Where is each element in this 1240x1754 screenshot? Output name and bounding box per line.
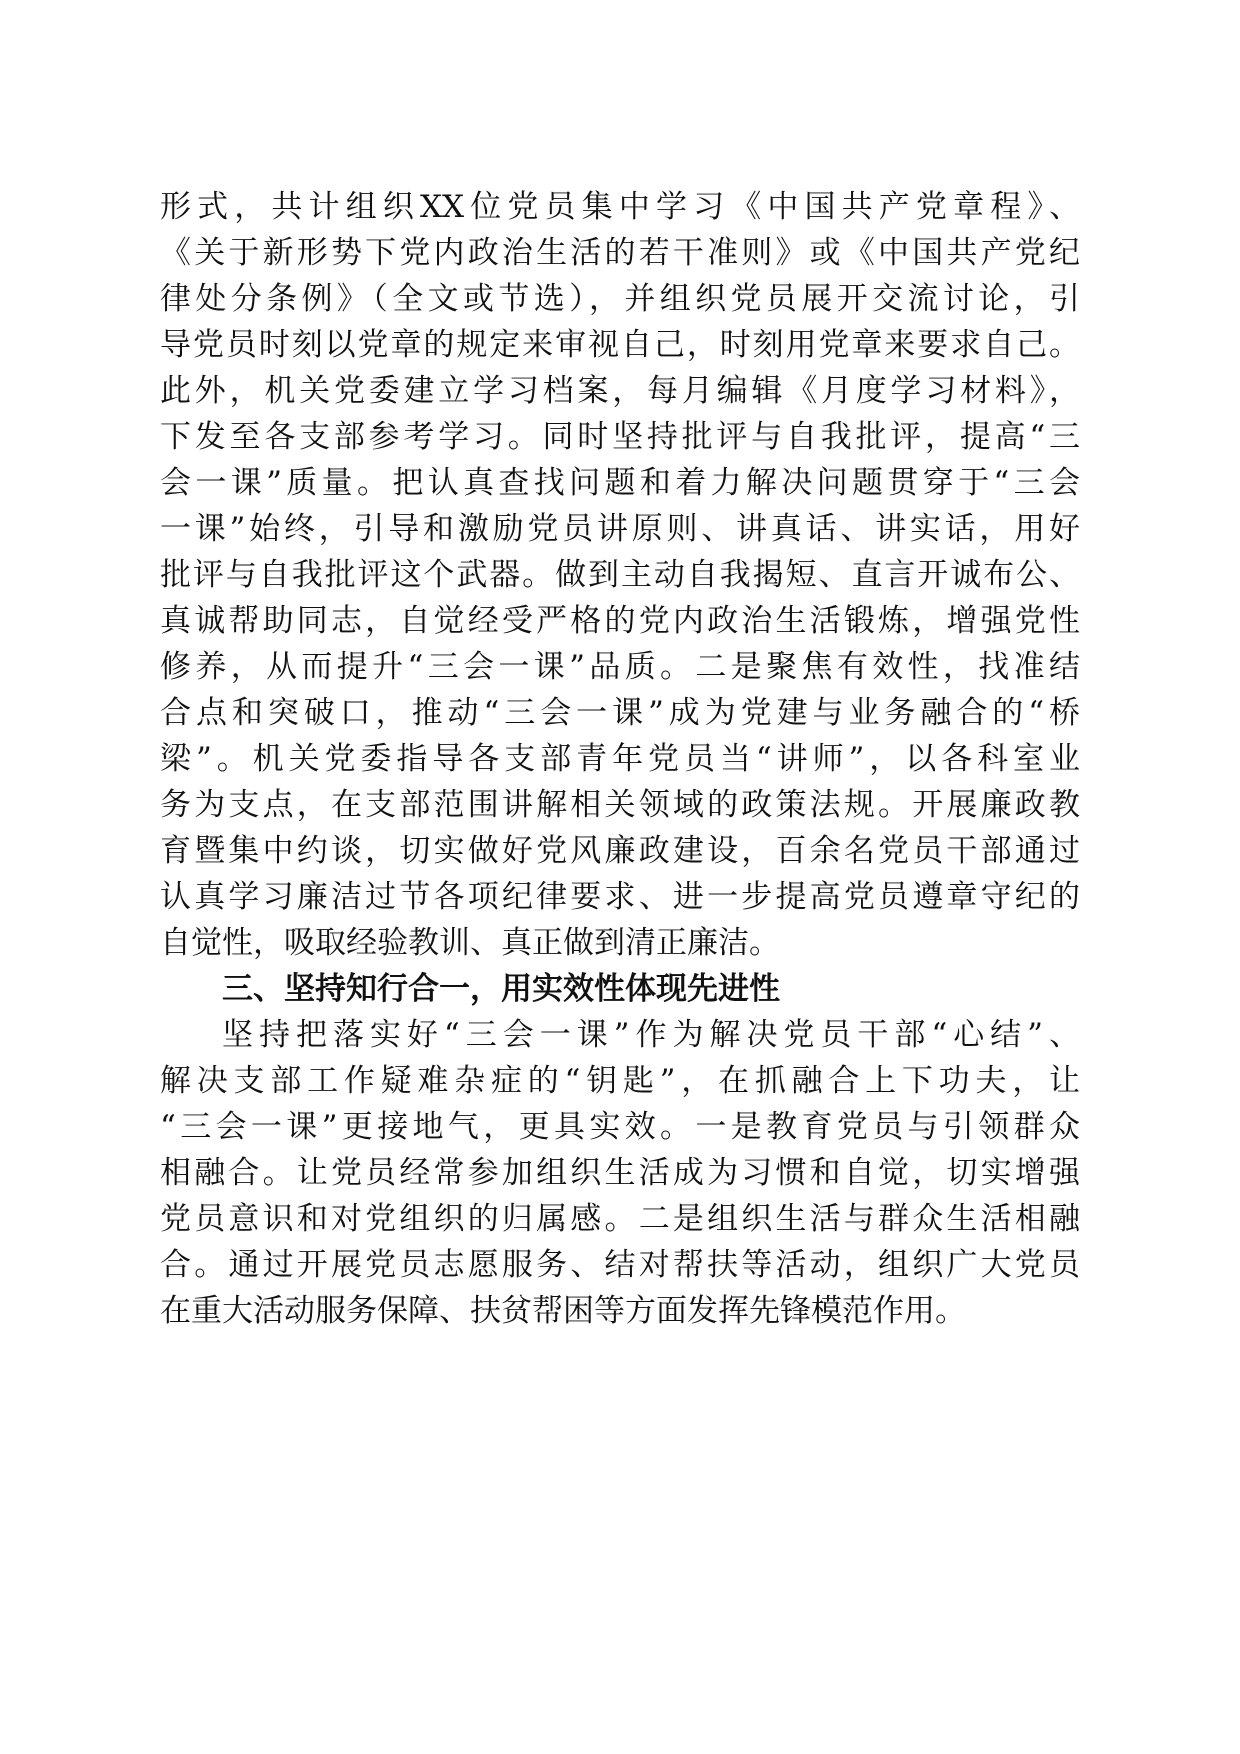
paragraph-line: 务为支点，在支部范围讲解相关领域的政策法规。开展廉政教 [160,787,1080,823]
paragraph-line: 会一课”质量。把认真查找问题和着力解决问题贯穿于“三会 [160,465,1080,501]
paragraph-line: 解决支部工作疑难杂症的“钥匙”，在抓融合上下功夫，让 [160,1063,1080,1099]
paragraph-line: 认真学习廉洁过节各项纪律要求、进一步提高党员遵章守纪的 [160,879,1080,915]
paragraph-line: 批评与自我批评这个武器。做到主动自我揭短、直言开诚布公、 [160,557,1080,593]
paragraph-line: 合。通过开展党员志愿服务、结对帮扶等活动，组织广大党员 [160,1247,1080,1283]
paragraph-line: 修养，从而提升“三会一课”品质。二是聚焦有效性，找准结 [160,649,1080,685]
paragraph-line: 真诚帮助同志，自觉经受严格的党内政治生活锻炼，增强党性 [160,603,1080,639]
section-heading: 三、坚持知行合一，用实效性体现先进性 [222,971,780,1007]
document-body [160,184,1080,1334]
paragraph-line: 《关于新形势下党内政治生活的若干准则》或《中国共产党纪 [160,235,1080,271]
paragraph-line: 合点和突破口，推动“三会一课”成为党建与业务融合的“桥 [160,695,1080,731]
paragraph-line: 育暨集中约谈，切实做好党风廉政建设，百余名党员干部通过 [160,833,1080,869]
paragraph-line: 坚持把落实好“三会一课”作为解决党员干部“心结”、 [222,1017,1080,1053]
paragraph-line: 相融合。让党员经常参加组织生活成为习惯和自觉，切实增强 [160,1155,1080,1191]
paragraph-line: 一课”始终，引导和激励党员讲原则、讲真话、讲实话，用好 [160,511,1080,547]
paragraph-line: 此外，机关党委建立学习档案，每月编辑《月度学习材料》， [160,373,1080,409]
paragraph-line: 下发至各支部参考学习。同时坚持批评与自我批评，提高“三 [160,419,1080,455]
paragraph-line: 梁”。机关党委指导各支部青年党员当“讲师”，以各科室业 [160,741,1080,777]
paragraph-line: “三会一课”更接地气，更具实效。一是教育党员与引领群众 [160,1109,1080,1145]
paragraph-line: 党员意识和对党组织的归属感。二是组织生活与群众生活相融 [160,1201,1080,1237]
paragraph-line: 律处分条例》（全文或节选），并组织党员展开交流讨论，引 [160,281,1080,317]
paragraph-line: 在重大活动服务保障、扶贫帮困等方面发挥先锋模范作用。 [160,1293,966,1329]
paragraph-line: 导党员时刻以党章的规定来审视自己，时刻用党章来要求自己。 [160,327,1080,363]
paragraph-line: 自觉性，吸取经验教训、真正做到清正廉洁。 [160,925,780,961]
paragraph-line: 形式，共计组织XX位党员集中学习《中国共产党章程》、 [160,189,1080,225]
